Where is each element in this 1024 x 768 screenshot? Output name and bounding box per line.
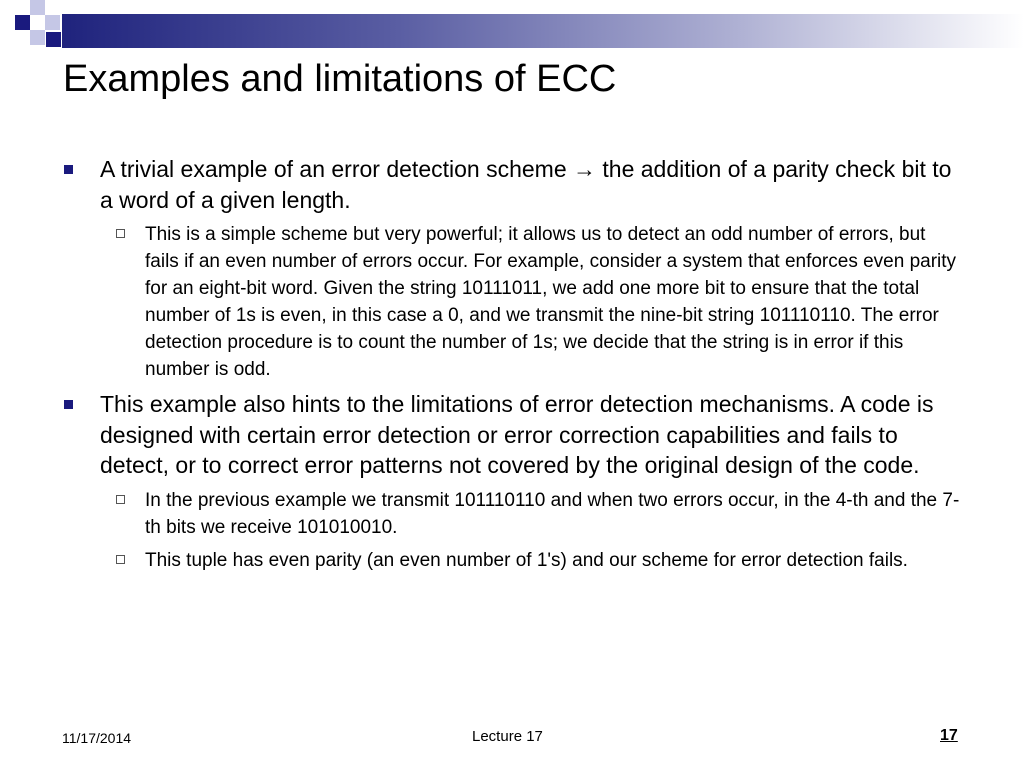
sub-bullet-text: This is a simple scheme but very powerful; it allows us to detect an odd number of errors, but fails if an even number of errors occur. For example, consider a system that enforces even parity for an eight-bit word. Given the string 10111011, we add one more bit to ensure that the total number of 1s is even, in this case a 0, and we transmit the nine-bit string 101110110. The error detection procedure is to count the number of 1s; we decide that the string is in error if this number is odd.: [145, 224, 957, 380]
bullet-text: This example also hints to the limitations of error detection mechanisms. A code is designed with certain error detection or error correction capabilities and fails to detect, or to correct error patterns not covered by the original design of the code.: [100, 391, 934, 478]
header-square-light: [30, 0, 45, 15]
hollow-square-bullet-icon: [116, 229, 125, 238]
bullet-level1: [60, 389, 964, 481]
header-square-navy: [46, 32, 61, 47]
square-bullet-icon: [64, 165, 73, 174]
header-square-light: [45, 15, 60, 30]
header-gradient-bar: [62, 14, 1024, 48]
bullet-level1: [60, 154, 964, 215]
footer-lecture: Lecture 17: [472, 728, 543, 745]
square-bullet-icon: [64, 400, 73, 409]
page-number: 17: [940, 727, 958, 744]
slide-title: Examples and limitations of ECC: [63, 58, 617, 100]
bullet-level2: [60, 547, 964, 574]
slide-content: [60, 154, 964, 580]
header-square-light: [30, 30, 45, 45]
header-square-navy: [15, 15, 30, 30]
sub-bullet-text: This tuple has even parity (an even number of 1's) and our scheme for error detection fails.: [145, 549, 908, 571]
bullet-level2: [60, 487, 964, 541]
hollow-square-bullet-icon: [116, 555, 125, 564]
bullet-text: A trivial example of an error detection scheme → the addition of a parity check bit to a word of a given length.: [100, 156, 952, 213]
sub-bullet-text: In the previous example we transmit 101110110 and when two errors occur, in the 4-th and the 7-th bits we receive 101010010.: [145, 489, 960, 538]
footer-date: 11/17/2014: [62, 730, 132, 746]
bullet-level2: [60, 221, 964, 383]
hollow-square-bullet-icon: [116, 495, 125, 504]
